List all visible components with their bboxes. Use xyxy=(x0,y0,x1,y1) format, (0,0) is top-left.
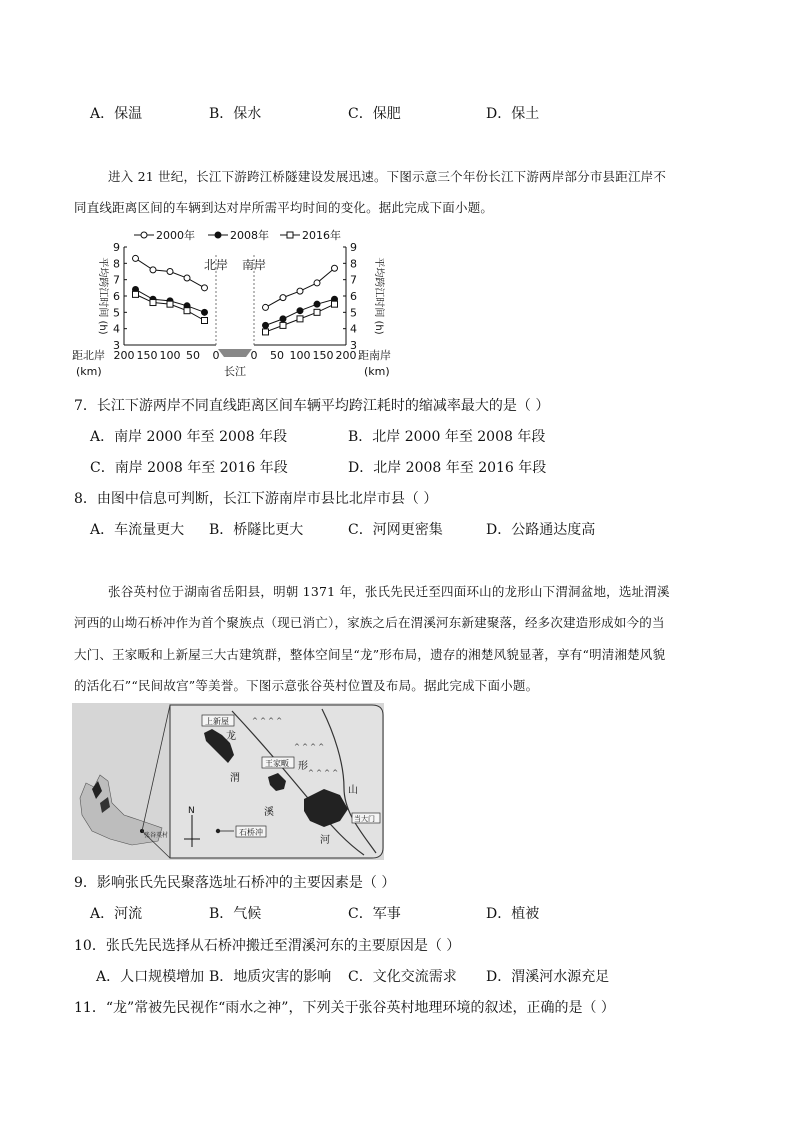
right-y-tick-label: 7 xyxy=(350,273,357,287)
left-data-point xyxy=(150,300,156,306)
legend-marker xyxy=(215,232,221,238)
option-d: D．保土 xyxy=(486,106,540,122)
left-data-point xyxy=(167,301,173,307)
q11-stem: 11．“龙”常被先民视作“雨水之神”，下列关于张谷英村地理环境的叙述，正确的是（ ） xyxy=(74,1000,615,1016)
left-data-point xyxy=(202,309,208,315)
left-y-tick-label: 8 xyxy=(113,257,120,271)
right-data-point xyxy=(280,322,286,328)
left-x-tick-label: 50 xyxy=(186,349,200,362)
svg-text:^ ^ ^ ^: ^ ^ ^ ^ xyxy=(252,717,283,725)
option-b: B．保水 xyxy=(209,106,262,122)
q9-option-b: B．气候 xyxy=(209,906,262,922)
svg-text:^ ^ ^ ^: ^ ^ ^ ^ xyxy=(308,769,339,777)
right-data-point xyxy=(297,316,303,322)
q8-option-c: C．河网更密集 xyxy=(348,522,443,538)
q8-option-d: D．公路通达度高 xyxy=(486,522,596,538)
wei-label: 渭 xyxy=(230,773,240,784)
long-label: 龙 xyxy=(226,731,236,742)
q10-option-d: D．渭溪河水源充足 xyxy=(486,969,610,985)
passage2-line3: 大门、王家畈和上新屋三大古建筑群，整体空间呈“龙”形布局，遗存的湘楚风貌显著，享有“明清湘楚风貌 xyxy=(74,647,666,662)
left-y-tick-label: 7 xyxy=(113,273,120,287)
q10-stem: 10．张氏先民选择从石桥冲搬迁至渭溪河东的主要原因是（ ） xyxy=(74,938,461,954)
right-y-tick-label: 4 xyxy=(350,322,357,336)
left-data-point xyxy=(202,285,208,291)
q7-stem: 7．长江下游两岸不同直线距离区间车辆平均跨江耗时的缩减率最大的是（ ） xyxy=(74,398,550,414)
right-data-point xyxy=(280,295,286,301)
dangdamen-label: 当大门 xyxy=(354,815,375,823)
left-y-tick-label: 6 xyxy=(113,290,120,303)
left-y-tick-label: 3 xyxy=(113,339,120,352)
passage1-line1: 进入 21 世纪，长江下游跨江桥隧建设发展迅速。下图示意三个年份长江下游两岸部分市县距江岸不 xyxy=(108,169,667,184)
right-data-point xyxy=(332,301,338,307)
right-data-point xyxy=(263,322,269,328)
inset-village-label: 张谷英村 xyxy=(144,832,169,839)
left-data-point xyxy=(184,308,190,314)
left-x-tick-label: 0 xyxy=(212,349,220,362)
river-label: 长江 xyxy=(224,365,246,378)
q9-option-d: D．植被 xyxy=(486,906,540,922)
passage2-line1: 张谷英村位于湖南省岳阳县，明朝 1371 年，张氏先民迁至四面环山的龙形山下渭洞盆地，选址渭溪 xyxy=(108,584,670,599)
river-shape xyxy=(218,349,252,357)
option-a: A．保温 xyxy=(90,106,143,122)
q7-option-a: A．南岸 2000 年至 2008 年段 xyxy=(90,429,288,445)
q8-option-b: B．桥隧比更大 xyxy=(209,522,304,538)
right-y-axis-label: 平均跨江时间 (h) xyxy=(373,257,384,335)
left-x-tick-label: 150 xyxy=(136,349,158,362)
q9-stem: 9．影响张氏先民聚落选址石桥冲的主要因素是（ ） xyxy=(74,875,396,891)
left-x-tick-label: 100 xyxy=(159,349,181,362)
xi-label: 溪 xyxy=(264,807,274,818)
option-c: C．保肥 xyxy=(348,106,401,122)
right-y-tick-label: 8 xyxy=(350,257,357,271)
right-data-point xyxy=(280,316,286,322)
left-data-point xyxy=(133,255,139,261)
left-y-tick-label: 5 xyxy=(113,306,120,320)
q9-option-a: A．河流 xyxy=(90,906,143,922)
right-x-axis-label: 距南岸 xyxy=(358,349,391,362)
shiqiaochong-label: 石桥冲 xyxy=(239,828,263,837)
left-data-point xyxy=(167,269,173,275)
q7-option-c: C．南岸 2008 年至 2016 年段 xyxy=(90,460,288,476)
village-map xyxy=(72,703,384,860)
right-x-unit: (km) xyxy=(364,365,390,378)
legend-label: 2016年 xyxy=(302,229,341,242)
svg-text:^ ^ ^ ^: ^ ^ ^ ^ xyxy=(294,743,325,751)
right-x-tick-label: 0 xyxy=(250,349,258,362)
left-data-point xyxy=(184,275,190,281)
right-y-tick-label: 5 xyxy=(350,306,357,320)
legend-marker xyxy=(287,232,293,238)
right-x-tick-label: 100 xyxy=(289,349,311,362)
right-x-tick-label: 150 xyxy=(312,349,334,362)
left-x-tick-label: 200 xyxy=(113,349,135,362)
q8-stem: 8．由图中信息可判断，长江下游南岸市县比北岸市县（ ） xyxy=(74,491,438,507)
left-y-tick-label: 4 xyxy=(113,322,120,336)
left-data-point xyxy=(133,291,139,297)
right-data-point xyxy=(263,329,269,335)
passage2-line4: 的活化石”“民间故宫”等美誉。下图示意张谷英村位置及布局。据此完成下面小题。 xyxy=(74,678,539,693)
xing-label: 形 xyxy=(298,761,308,772)
left-data-point xyxy=(150,267,156,273)
travel-time-chart xyxy=(68,225,408,385)
right-x-tick-label: 50 xyxy=(270,349,284,362)
right-data-point xyxy=(297,308,303,314)
he-label: 河 xyxy=(320,835,330,846)
right-data-point xyxy=(297,288,303,294)
right-data-point xyxy=(314,280,320,286)
q7-option-b: B．北岸 2000 年至 2008 年段 xyxy=(348,429,546,445)
q10-option-b: B．地质灾害的影响 xyxy=(209,969,332,985)
q9-option-c: C．军事 xyxy=(348,906,401,922)
wangjiafan-label: 王家畈 xyxy=(265,759,289,768)
right-data-point xyxy=(314,309,320,315)
q7-option-d: D．北岸 2008 年至 2016 年段 xyxy=(348,460,547,476)
right-data-point xyxy=(314,301,320,307)
right-x-tick-label: 200 xyxy=(335,349,357,362)
left-y-axis-label: 平均跨江时间 (h) xyxy=(97,257,108,335)
right-data-point xyxy=(263,304,269,310)
legend-label: 2008年 xyxy=(230,229,269,242)
legend-label: 2000年 xyxy=(156,229,195,242)
left-data-point xyxy=(202,318,208,324)
north-bank-label: 北岸 xyxy=(203,258,229,272)
right-y-tick-label: 6 xyxy=(350,290,357,303)
left-x-axis-label: 距北岸 xyxy=(72,349,105,362)
passage1-line2: 同直线距离区间的车辆到达对岸所需平均时间的变化。据此完成下面小题。 xyxy=(74,200,494,215)
north-label: N xyxy=(188,806,195,816)
q8-option-a: A．车流量更大 xyxy=(90,522,185,538)
right-y-tick-label: 9 xyxy=(350,241,357,254)
right-y-tick-label: 3 xyxy=(350,339,357,352)
south-bank-label: 南岸 xyxy=(241,258,267,272)
legend-marker xyxy=(141,232,147,238)
shangxinwu-label: 上新屋 xyxy=(205,717,229,726)
shan-label: 山 xyxy=(348,785,358,796)
left-y-tick-label: 9 xyxy=(113,241,120,254)
q10-option-c: C．文化交流需求 xyxy=(348,969,457,985)
q10-option-a: A．人口规模增加 xyxy=(96,969,205,985)
left-x-unit: (km) xyxy=(76,365,102,378)
passage2-line2: 河西的山坳石桥冲作为首个聚族点（现已消亡），家族之后在渭溪河东新建聚落，经多次建造形成如今的当 xyxy=(74,615,665,630)
right-data-point xyxy=(332,265,338,271)
